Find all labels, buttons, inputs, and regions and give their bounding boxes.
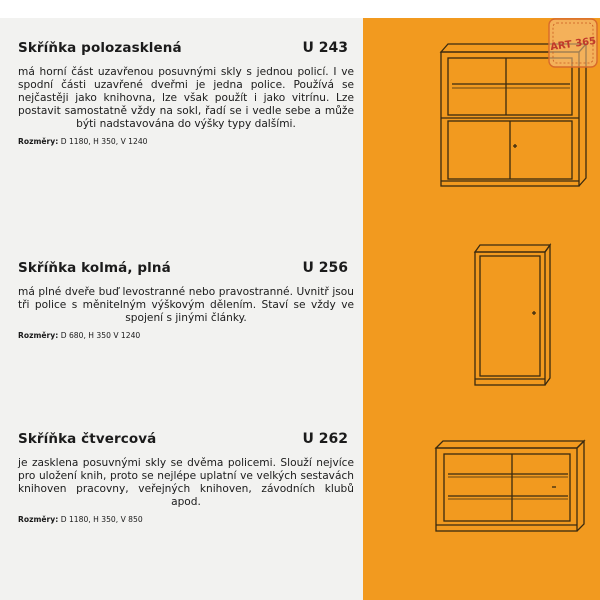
- dimensions-label: Rozměry:: [18, 331, 59, 340]
- entry-description: má plné dveře buď levostranné nebo pravostranné. Uvnitř jsou tři police s měnitelným výškovým dělením. Staví se vždy ve spojení s jinými články.: [18, 286, 354, 324]
- dimensions-value: D 680, H 350 V 1240: [60, 331, 141, 340]
- entry-code: U 262: [302, 431, 348, 447]
- entry-code: U 256: [302, 260, 348, 276]
- dimensions-value: D 1180, H 350, V 850: [60, 515, 143, 524]
- entry-description: je zasklena posuvnými skly se dvěma policemi. Slouží nejvíce pro uložení knih, proto se nejlépe uplatní ve velkých sestavách knihoven pracovny, veřejných knihoven, závodních klubů apod.: [18, 457, 354, 508]
- entry-title: Skříňka polozasklená: [18, 40, 182, 56]
- art-logo-watermark: [546, 16, 600, 70]
- entry-title: Skříňka kolmá, plná: [18, 260, 171, 276]
- entry-title: Skříňka čtvercová: [18, 431, 157, 447]
- cabinet-u256-drawing: [475, 245, 550, 385]
- dimensions-label: Rozměry:: [18, 137, 59, 146]
- svg-text:ART 365: ART 365: [549, 35, 597, 54]
- cabinet-u262-drawing: [436, 441, 584, 531]
- dimensions-value: D 1180, H 350, V 1240: [60, 137, 148, 146]
- dimensions-label: Rozměry:: [18, 515, 59, 524]
- entry-description: má horní část uzavřenou posuvnými skly s jednou policí. I ve spodní části uzavřené dveřmi je jedna police. Používá se nejčastěji jako knihovna, lze však použít i jako vitrínu. Lze postavit samostatně vždy na sokl, řadí se i vedle sebe a může býti nadstavována do výšky typy dalšími.: [18, 66, 354, 130]
- entry-code: U 243: [302, 40, 348, 56]
